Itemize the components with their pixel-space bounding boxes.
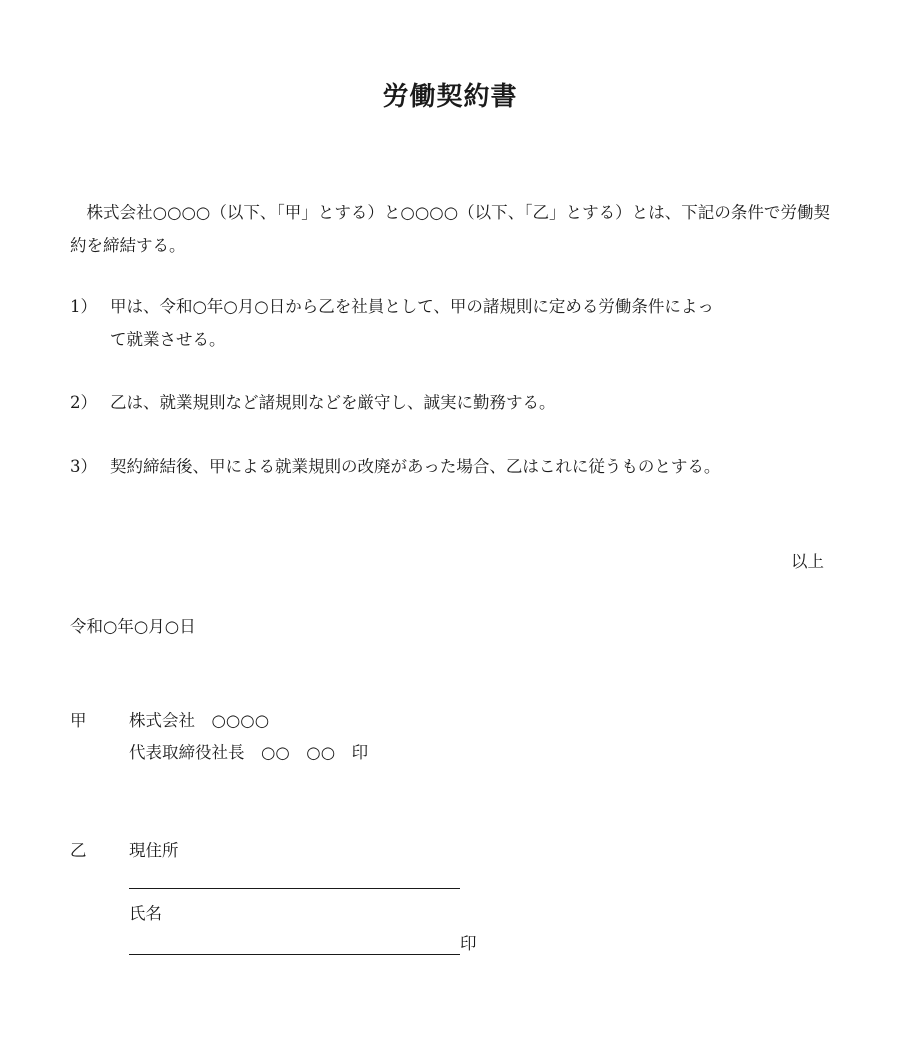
party-a-label: 甲 <box>70 711 87 730</box>
name-signature-line[interactable] <box>129 954 460 955</box>
clause-text-continued: て就業させる。 <box>110 330 226 349</box>
intro-text: 株式会社○○○○（以下、「甲」とする）と○○○○（以下、「乙」とする）とは、下記の条件で労働契約を締結する。 <box>70 203 830 255</box>
clause-number: 2） <box>70 393 97 412</box>
address-signature-line[interactable] <box>129 888 460 889</box>
clause-text: 乙は、就業規則など諸規則などを厳守し、誠実に勤務する。 <box>110 393 556 412</box>
clause-text: 契約締結後、甲による就業規則の改廃があった場合、乙はこれに従うものとする。 <box>110 457 721 476</box>
clause-3 <box>70 450 720 483</box>
clause-text: 甲は、令和○年○月○日から乙を社員として、甲の諸規則に定める労働条件によっ <box>110 297 714 316</box>
party-b-name-label: 氏名 <box>129 904 162 923</box>
clause-1 <box>70 290 714 356</box>
intro-paragraph <box>70 196 830 262</box>
closing-mark: 以上 <box>791 552 824 571</box>
party-a-company: 株式会社 ○○○○ <box>129 711 270 730</box>
party-b-seal: 印 <box>460 934 477 953</box>
clause-number: 1） <box>70 297 97 316</box>
party-b-address-label: 現住所 <box>129 841 179 860</box>
clause-number: 3） <box>70 457 97 476</box>
document-title: 労働契約書 <box>382 82 518 112</box>
contract-date: 令和○年○月○日 <box>70 617 196 636</box>
party-b-label: 乙 <box>70 841 87 860</box>
clause-2 <box>70 386 556 419</box>
party-a-representative: 代表取締役社長 ○○ ○○ 印 <box>129 743 369 762</box>
